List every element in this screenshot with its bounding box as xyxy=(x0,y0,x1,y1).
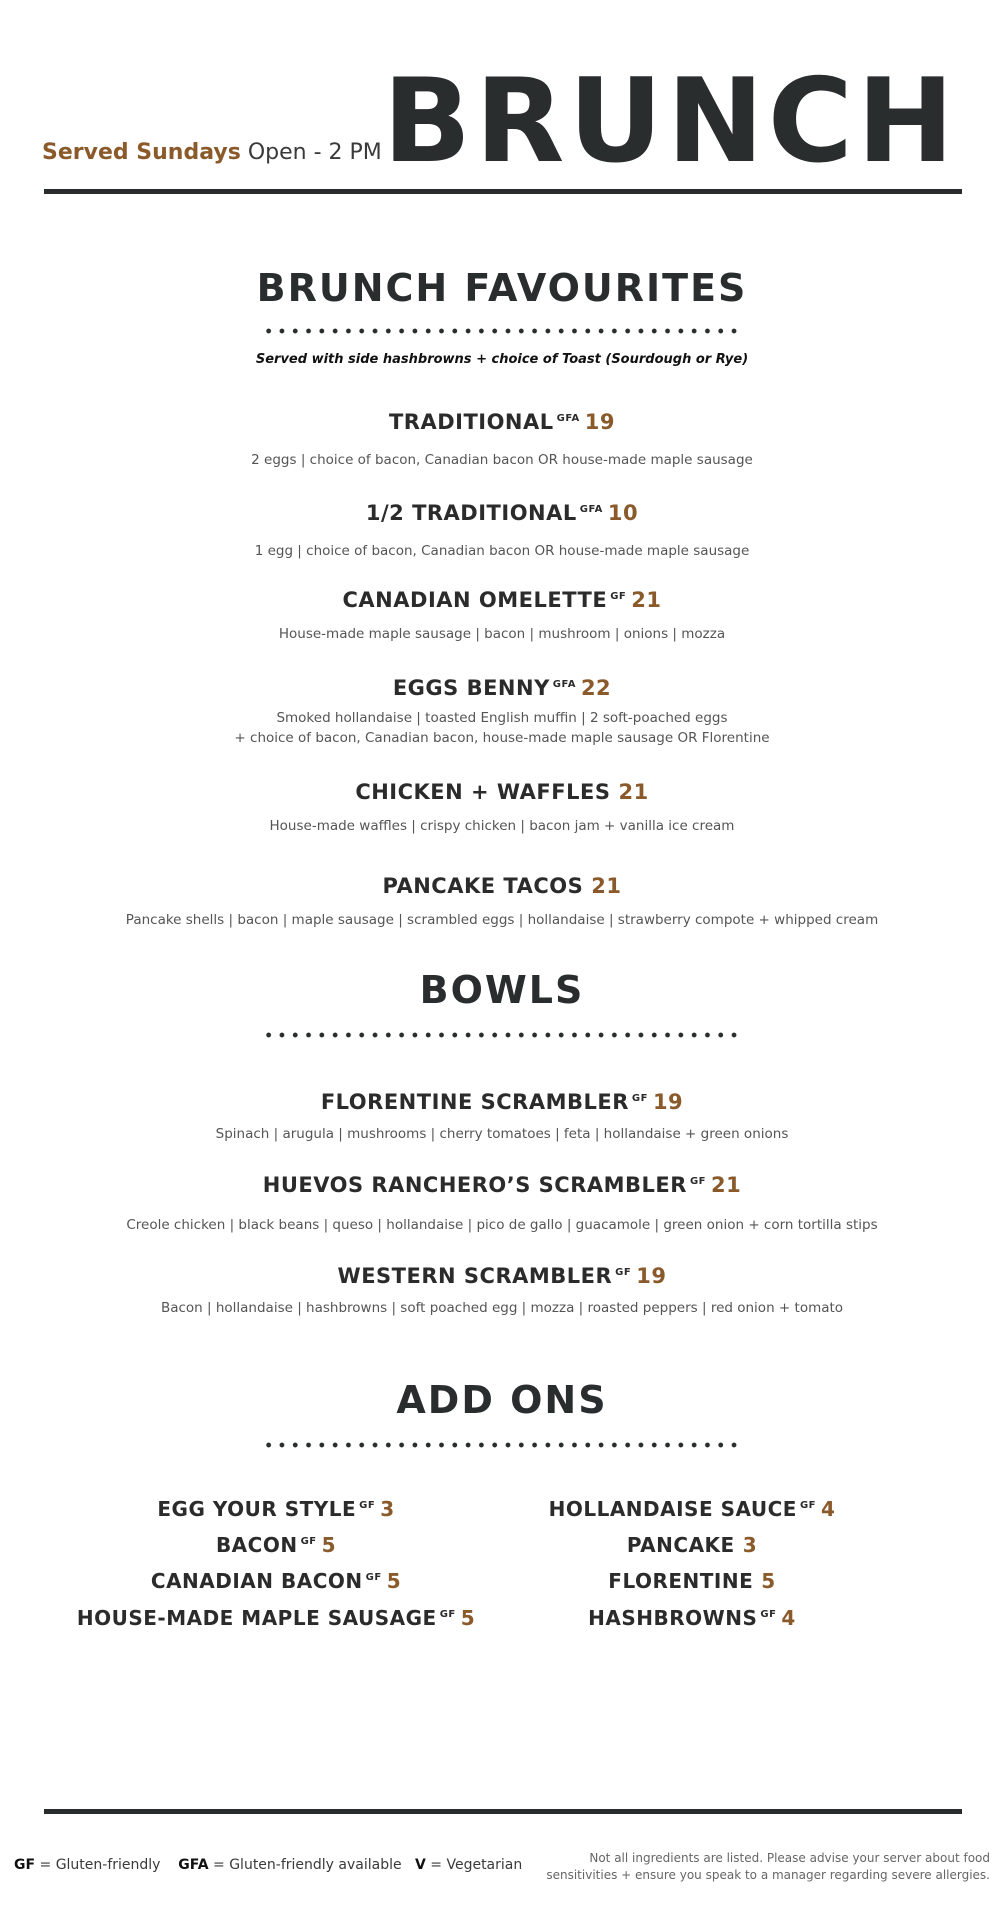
legend-text-gfa: = Gluten-friendly available xyxy=(208,1857,402,1873)
item-name-text: EGG YOUR STYLE xyxy=(157,1497,357,1521)
dietary-tag: GF xyxy=(615,1267,632,1278)
menu-item-name xyxy=(0,1264,1004,1288)
menu-item-description: Bacon | hollandaise | hashbrowns | soft poached egg | mozza | roasted peppers | red onion + tomato xyxy=(160,1300,844,1316)
item-name-text: HUEVOS RANCHERO’S SCRAMBLER xyxy=(262,1173,687,1197)
menu-item-description: 2 eggs | choice of bacon, Canadian bacon OR house-made maple sausage xyxy=(251,452,753,468)
section-dots-bowls xyxy=(262,1032,742,1038)
dietary-tag: GFA xyxy=(552,679,576,690)
item-price: 10 xyxy=(607,501,639,525)
served-label: Served Sundays xyxy=(42,140,241,165)
dietary-tag: GF xyxy=(689,1176,706,1187)
legend-text-v: = Vegetarian xyxy=(425,1857,523,1873)
item-price: 21 xyxy=(591,874,622,898)
dietary-tag: GF xyxy=(300,1536,317,1548)
dietary-tag: GF xyxy=(359,1500,376,1512)
item-price: 3 xyxy=(380,1497,395,1521)
dietary-tag: GF xyxy=(365,1572,382,1584)
menu-item-description: Smoked hollandaise | toasted English muffin | 2 soft-poached eggs xyxy=(276,710,728,726)
menu-item-description: + choice of bacon, Canadian bacon, house-made maple sausage OR Florentine xyxy=(234,730,770,746)
addon-item xyxy=(36,1533,516,1557)
item-price: 5 xyxy=(761,1569,776,1593)
menu-item-name xyxy=(0,1090,1004,1114)
served-hours-line xyxy=(42,140,382,165)
menu-item-name xyxy=(0,874,1004,898)
item-price: 22 xyxy=(580,676,612,700)
menu-item-name xyxy=(0,780,1004,804)
addon-item xyxy=(452,1497,932,1521)
menu-title: BRUNCH xyxy=(382,54,958,189)
menu-item-name xyxy=(0,676,1004,700)
addon-item xyxy=(452,1569,932,1593)
dietary-legend xyxy=(14,1857,522,1873)
dietary-tag: GFA xyxy=(556,413,580,424)
dietary-tag: GFA xyxy=(579,504,603,515)
item-name-text: CANADIAN BACON xyxy=(150,1569,363,1593)
item-price: 4 xyxy=(820,1497,836,1521)
dietary-tag: GF xyxy=(610,591,627,602)
section-title-addons: ADD ONS xyxy=(396,1378,608,1422)
addon-item xyxy=(452,1606,932,1630)
disclaimer-line: sensitivities + ensure you speak to a manager regarding severe allergies. xyxy=(546,1868,990,1882)
header-divider xyxy=(44,189,962,194)
item-name-text: HOLLANDAISE SAUCE xyxy=(548,1497,797,1521)
legend-key-gfa: GFA xyxy=(178,1857,209,1873)
dietary-tag: GF xyxy=(439,1609,456,1621)
item-name-text: EGGS BENNY xyxy=(392,676,550,700)
item-price: 3 xyxy=(742,1533,758,1557)
menu-item-description: Pancake shells | bacon | maple sausage | scrambled eggs | hollandaise | strawberry compote + whipped cream xyxy=(125,912,879,928)
addon-item xyxy=(452,1533,932,1557)
served-hours: Open - 2 PM xyxy=(247,140,382,165)
item-price: 21 xyxy=(710,1173,742,1197)
disclaimer-line: Not all ingredients are listed. Please advise your server about food xyxy=(589,1851,990,1865)
item-price: 21 xyxy=(631,588,662,612)
menu-item-description: House-made waffles | crispy chicken | bacon jam + vanilla ice cream xyxy=(269,818,735,834)
item-name-text: HASHBROWNS xyxy=(588,1606,758,1630)
legend-key-gf: GF xyxy=(14,1857,36,1873)
item-name-text: TRADITIONAL xyxy=(388,410,554,434)
item-name-text: PANCAKE xyxy=(626,1533,735,1557)
legend-text-gf: = Gluten-friendly xyxy=(35,1857,161,1873)
item-price: 5 xyxy=(460,1606,476,1630)
section-dots-favourites xyxy=(262,328,742,334)
item-price: 21 xyxy=(618,780,649,804)
addon-item xyxy=(36,1569,516,1593)
menu-item-name xyxy=(0,410,1004,434)
addon-item xyxy=(36,1606,516,1630)
menu-item-description: Creole chicken | black beans | queso | hollandaise | pico de gallo | guacamole | green onion + corn tortilla stips xyxy=(126,1217,878,1233)
dietary-tag: GF xyxy=(760,1609,777,1621)
menu-item-description: House-made maple sausage | bacon | mushroom | onions | mozza xyxy=(278,626,726,642)
item-name-text: HOUSE-MADE MAPLE SAUSAGE xyxy=(76,1606,437,1630)
menu-item-description: Spinach | arugula | mushrooms | cherry tomatoes | feta | hollandaise + green onions xyxy=(215,1126,789,1142)
item-name-text: FLORENTINE SCRAMBLER xyxy=(320,1090,629,1114)
menu-item-description: 1 egg | choice of bacon, Canadian bacon OR house-made maple sausage xyxy=(254,543,750,559)
item-name-text: CHICKEN + WAFFLES xyxy=(355,780,611,804)
item-price: 4 xyxy=(781,1606,796,1630)
item-name-text: WESTERN SCRAMBLER xyxy=(337,1264,613,1288)
section-title-bowls: BOWLS xyxy=(419,968,585,1012)
item-name-text: PANCAKE TACOS xyxy=(382,874,584,898)
section-dots-addons xyxy=(262,1442,742,1448)
section-title-favourites: BRUNCH FAVOURITES xyxy=(256,266,748,310)
dietary-tag: GF xyxy=(631,1093,648,1104)
menu-item-name xyxy=(0,1173,1004,1197)
item-name-text: FLORENTINE xyxy=(608,1569,754,1593)
footer-divider xyxy=(44,1809,962,1814)
favourites-note: Served with side hashbrowns + choice of Toast (Sourdough or Rye) xyxy=(255,352,749,367)
dietary-tag: GF xyxy=(799,1500,816,1512)
item-name-text: CANADIAN OMELETTE xyxy=(342,588,608,612)
item-name-text: BACON xyxy=(215,1533,298,1557)
allergy-disclaimer xyxy=(510,1850,990,1884)
menu-item-name xyxy=(0,588,1004,612)
item-price: 5 xyxy=(386,1569,402,1593)
legend-key-v: V xyxy=(414,1857,426,1873)
item-name-text: 1/2 TRADITIONAL xyxy=(365,501,577,525)
item-price: 19 xyxy=(584,410,616,434)
item-price: 19 xyxy=(636,1264,667,1288)
item-price: 19 xyxy=(652,1090,684,1114)
item-price: 5 xyxy=(321,1533,337,1557)
addon-item xyxy=(36,1497,516,1521)
menu-item-name xyxy=(0,501,1004,525)
